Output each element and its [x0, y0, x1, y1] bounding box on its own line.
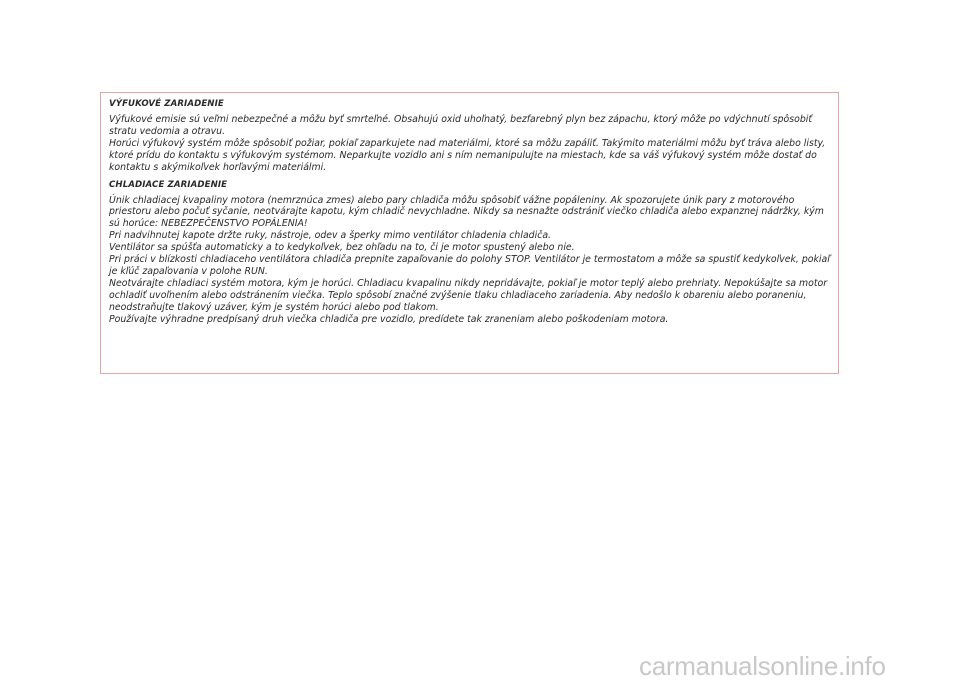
- cooling-paragraph: Ventilátor sa spúšťa automaticky a to kedykoľvek, bez ohľadu na to, či je motor spustený alebo nie.: [109, 242, 575, 254]
- cooling-paragraph: Používajte výhradne predpísaný druh viečka chladiča pre vozidlo, predídete tak zraneniam alebo poškodeniam motora.: [109, 313, 669, 325]
- exhaust-paragraph: Horúci výfukový systém môže spôsobiť požiar, pokiaľ zaparkujete nad materiálmi, ktoré sa môžu zapáliť. Takýmito materiálmi môžu byť tráva alebo listy, ktoré prídu do kontaktu s výfukovým systémom. Neparkujte vozidlo ani s ním nemanipulujte na miestach, kde sa váš výfukový systém môže dostať do kontaktu s akýmikoľvek horľavými materiálmi.: [109, 137, 826, 173]
- warning-box: [100, 92, 839, 374]
- cooling-paragraph: Neotvárajte chladiaci systém motora, kým je horúci. Chladiacu kvapalinu nikdy nepridávajte, pokiaľ je motor teplý alebo prehriaty. Nepokúšajte sa motor ochladiť uvoľnením alebo odstránením viečka. Teplo spôsobí značné zvýšenie tlaku chladiaceho zariadenia. Aby nedošlo k obareniu alebo poraneniu, neodstraňujte tlakový uzáver, kým je systém horúci alebo pod tlakom.: [109, 277, 828, 313]
- watermark-text: carmanualsonline.info: [639, 651, 886, 681]
- exhaust-paragraph: Výfukové emisie sú veľmi nebezpečné a môžu byť smrteľné. Obsahujú oxid uhoľnatý, bezfarebný plyn bez zápachu, ktorý môže po vdýchnutí spôsobiť stratu vedomia a otravu.: [109, 114, 813, 137]
- cooling-paragraph: Únik chladiacej kvapaliny motora (nemrznúca zmes) alebo pary chladiča môžu spôsobiť vážne popáleniny. Ak spozorujete únik pary z motorového priestoru alebo počuť syčanie, neotvárajte kapotu, kým chladič nevychladne. Nikdy sa nesnažte odstrániť viečko chladiča alebo expanznej nádržky, kým sú horúce: NEBEZPEČENSTVO POPÁLENIA!: [109, 194, 824, 230]
- section-heading-exhaust: VÝFUKOVÉ ZARIADENIE: [109, 99, 224, 109]
- cooling-paragraph: Pri práci v blízkosti chladiaceho ventilátora chladiča prepnite zapaľovanie do polohy STOP. Ventilátor je termostatom a môže sa spustiť kedykoľvek, pokiaľ je kľúč zapaľovania v polohe RUN.: [109, 254, 830, 277]
- cooling-paragraph: Pri nadvihnutej kapote držte ruky, nástroje, odev a šperky mimo ventilátor chladenia chladiča.: [109, 230, 552, 242]
- section-heading-cooling: CHLADIACE ZARIADENIE: [109, 179, 228, 190]
